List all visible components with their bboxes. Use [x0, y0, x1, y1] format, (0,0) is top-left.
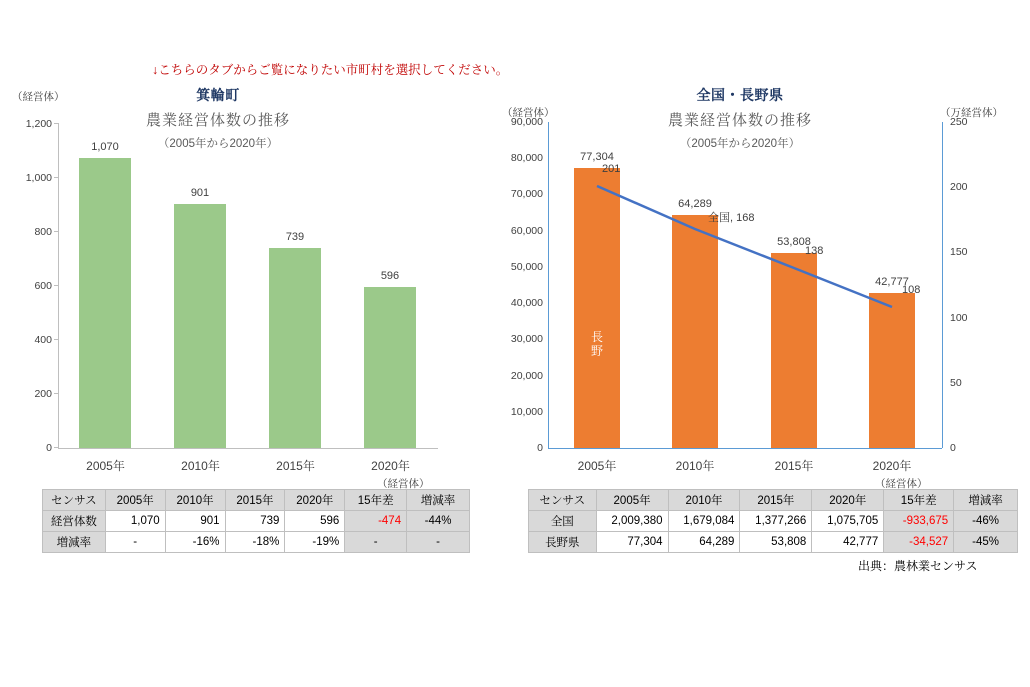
table-header-cell: 2020年: [812, 490, 884, 511]
table-row-label: 全国: [529, 511, 597, 532]
bar-value-2020: 596: [380, 270, 400, 282]
table-cell: 1,377,266: [740, 511, 812, 532]
right-right-axis-unit-label: （万経営体）: [940, 107, 1003, 119]
right-ytick-0: 0: [537, 442, 543, 454]
table-row: [529, 532, 1018, 553]
bar-2015: [269, 248, 321, 448]
right-y2tick-250: 250: [950, 116, 968, 128]
right-chart-title-years: （2005年から2020年）: [679, 138, 801, 150]
left-ytick-200: 200: [34, 388, 52, 400]
table-cell: 596: [285, 511, 345, 532]
right-chart-title-sub: 農業経営体数の推移: [667, 112, 812, 129]
left-ytick-400: 400: [34, 334, 52, 346]
right-ytick-30000: 30,000: [510, 333, 543, 345]
table-cell: -19%: [285, 532, 345, 553]
left-chart-title-main: 箕輪町: [196, 87, 240, 103]
table-header-cell: 増減率: [407, 490, 470, 511]
bar-value-nagano-2010: 64,289: [678, 198, 712, 210]
left-y-axis: [58, 123, 59, 448]
table-cell: 1,070: [105, 511, 165, 532]
table-row: [43, 532, 470, 553]
xtick-2015: 2015年: [774, 459, 814, 473]
bar-value-2015: 739: [285, 231, 305, 243]
table-row-label: 増減率: [43, 532, 106, 553]
right-ytick-20000: 20,000: [510, 370, 543, 382]
source-note: 出典：農林業センサス: [858, 559, 978, 573]
table-cell: 64,289: [668, 532, 740, 553]
bar-2005: [79, 158, 131, 448]
left-ytick-1200: 1,200: [25, 118, 52, 130]
table-cell: -18%: [225, 532, 285, 553]
national-line-series: [480, 85, 1025, 485]
left-ytick-800: 800: [34, 226, 52, 238]
table-cell-rate: -46%: [954, 511, 1018, 532]
table-cell-rate: -44%: [407, 511, 470, 532]
table-row-label: 長野県: [529, 532, 597, 553]
table-header-cell: 2020年: [285, 490, 345, 511]
right-ytick-10000: 10,000: [510, 406, 543, 418]
table-cell-diff: -933,675: [884, 511, 954, 532]
left-axis-unit-label: （経営体）: [12, 91, 65, 103]
right-plot-area: [480, 85, 1025, 485]
left-chart-title-sub: 農業経営体数の推移: [145, 112, 290, 129]
left-ytick-600: 600: [34, 280, 52, 292]
table-cell: 2,009,380: [596, 511, 668, 532]
table-row-label: 経営体数: [43, 511, 106, 532]
left-table-unit-note: （経営体）: [377, 478, 430, 490]
right-ytick-60000: 60,000: [510, 225, 543, 237]
table-cell-diff: -474: [345, 511, 407, 532]
right-ytick-50000: 50,000: [510, 261, 543, 273]
bar-series-inner-label: 長 野: [590, 330, 603, 358]
right-y2tick-150: 150: [950, 246, 968, 258]
table-cell-rate: -45%: [954, 532, 1018, 553]
left-x-axis: [58, 448, 438, 449]
instruction-note: ↓こちらのタブからご覧になりたい市町村を選択してください。: [152, 63, 509, 77]
table-row: [529, 511, 1018, 532]
table-cell: -: [105, 532, 165, 553]
right-ytick-90000: 90,000: [510, 116, 543, 128]
xtick-2010: 2010年: [675, 459, 715, 473]
table-cell: 1,679,084: [668, 511, 740, 532]
table-header-cell: 2005年: [596, 490, 668, 511]
table-cell-diff: -: [345, 532, 407, 553]
table-header-cell: 2010年: [165, 490, 225, 511]
xtick-2005: 2005年: [86, 459, 125, 473]
table-cell: -16%: [165, 532, 225, 553]
left-plot-area: [8, 85, 478, 485]
bar-value-2010: 901: [190, 187, 210, 199]
table-header-cell: 15年差: [884, 490, 954, 511]
table-cell: 901: [165, 511, 225, 532]
line-value-2020: 108: [902, 284, 921, 296]
bar-2010: [174, 204, 226, 448]
bar-value-nagano-2005: 77,304: [580, 151, 614, 163]
table-cell: 42,777: [812, 532, 884, 553]
xtick-2020: 2020年: [872, 459, 912, 473]
table-cell-rate: -: [407, 532, 470, 553]
table-header-cell: 増減率: [954, 490, 1018, 511]
xtick-2005: 2005年: [577, 459, 617, 473]
xtick-2020: 2020年: [371, 459, 410, 473]
line-value-2010-annotated: 全国, 168: [708, 212, 755, 224]
table-header-cell: 2005年: [105, 490, 165, 511]
table-cell: 77,304: [596, 532, 668, 553]
right-data-table: [528, 489, 1018, 553]
table-cell: 1,075,705: [812, 511, 884, 532]
left-ytick-1000: 1,000: [25, 172, 52, 184]
right-chart-title-main: 全国・長野県: [696, 87, 784, 103]
table-header-cell: 2010年: [668, 490, 740, 511]
left-chart-title-years: （2005年から2020年）: [157, 138, 279, 150]
table-cell: 739: [225, 511, 285, 532]
right-table-unit-note: （経営体）: [875, 478, 928, 490]
table-header-cell: 15年差: [345, 490, 407, 511]
xtick-2015: 2015年: [276, 459, 315, 473]
right-ytick-80000: 80,000: [510, 152, 543, 164]
right-y2tick-0: 0: [950, 442, 956, 454]
right-y2tick-100: 100: [950, 312, 968, 324]
bar-2020: [364, 287, 416, 448]
national-line-path: [597, 186, 892, 307]
table-row-header: [43, 490, 470, 511]
right-y2tick-200: 200: [950, 181, 968, 193]
table-row: [43, 511, 470, 532]
bar-value-nagano-2020: 42,777: [875, 276, 909, 288]
right-y2tick-50: 50: [950, 377, 962, 389]
table-header-cell: センサス: [43, 490, 106, 511]
right-ytick-70000: 70,000: [510, 188, 543, 200]
line-value-2015: 138: [805, 245, 824, 257]
line-value-2005: 201: [602, 163, 621, 175]
left-ytick-0: 0: [46, 442, 52, 454]
table-row-header: [529, 490, 1018, 511]
xtick-2010: 2010年: [181, 459, 220, 473]
right-ytick-40000: 40,000: [510, 297, 543, 309]
right-left-axis-unit-label: （経営体）: [502, 107, 555, 119]
left-data-table: [42, 489, 470, 553]
bar-value-nagano-2015: 53,808: [777, 236, 811, 248]
table-header-cell: 2015年: [225, 490, 285, 511]
table-cell-diff: -34,527: [884, 532, 954, 553]
table-cell: 53,808: [740, 532, 812, 553]
bar-value-2005: 1,070: [91, 141, 119, 153]
table-header-cell: 2015年: [740, 490, 812, 511]
table-header-cell: センサス: [529, 490, 597, 511]
